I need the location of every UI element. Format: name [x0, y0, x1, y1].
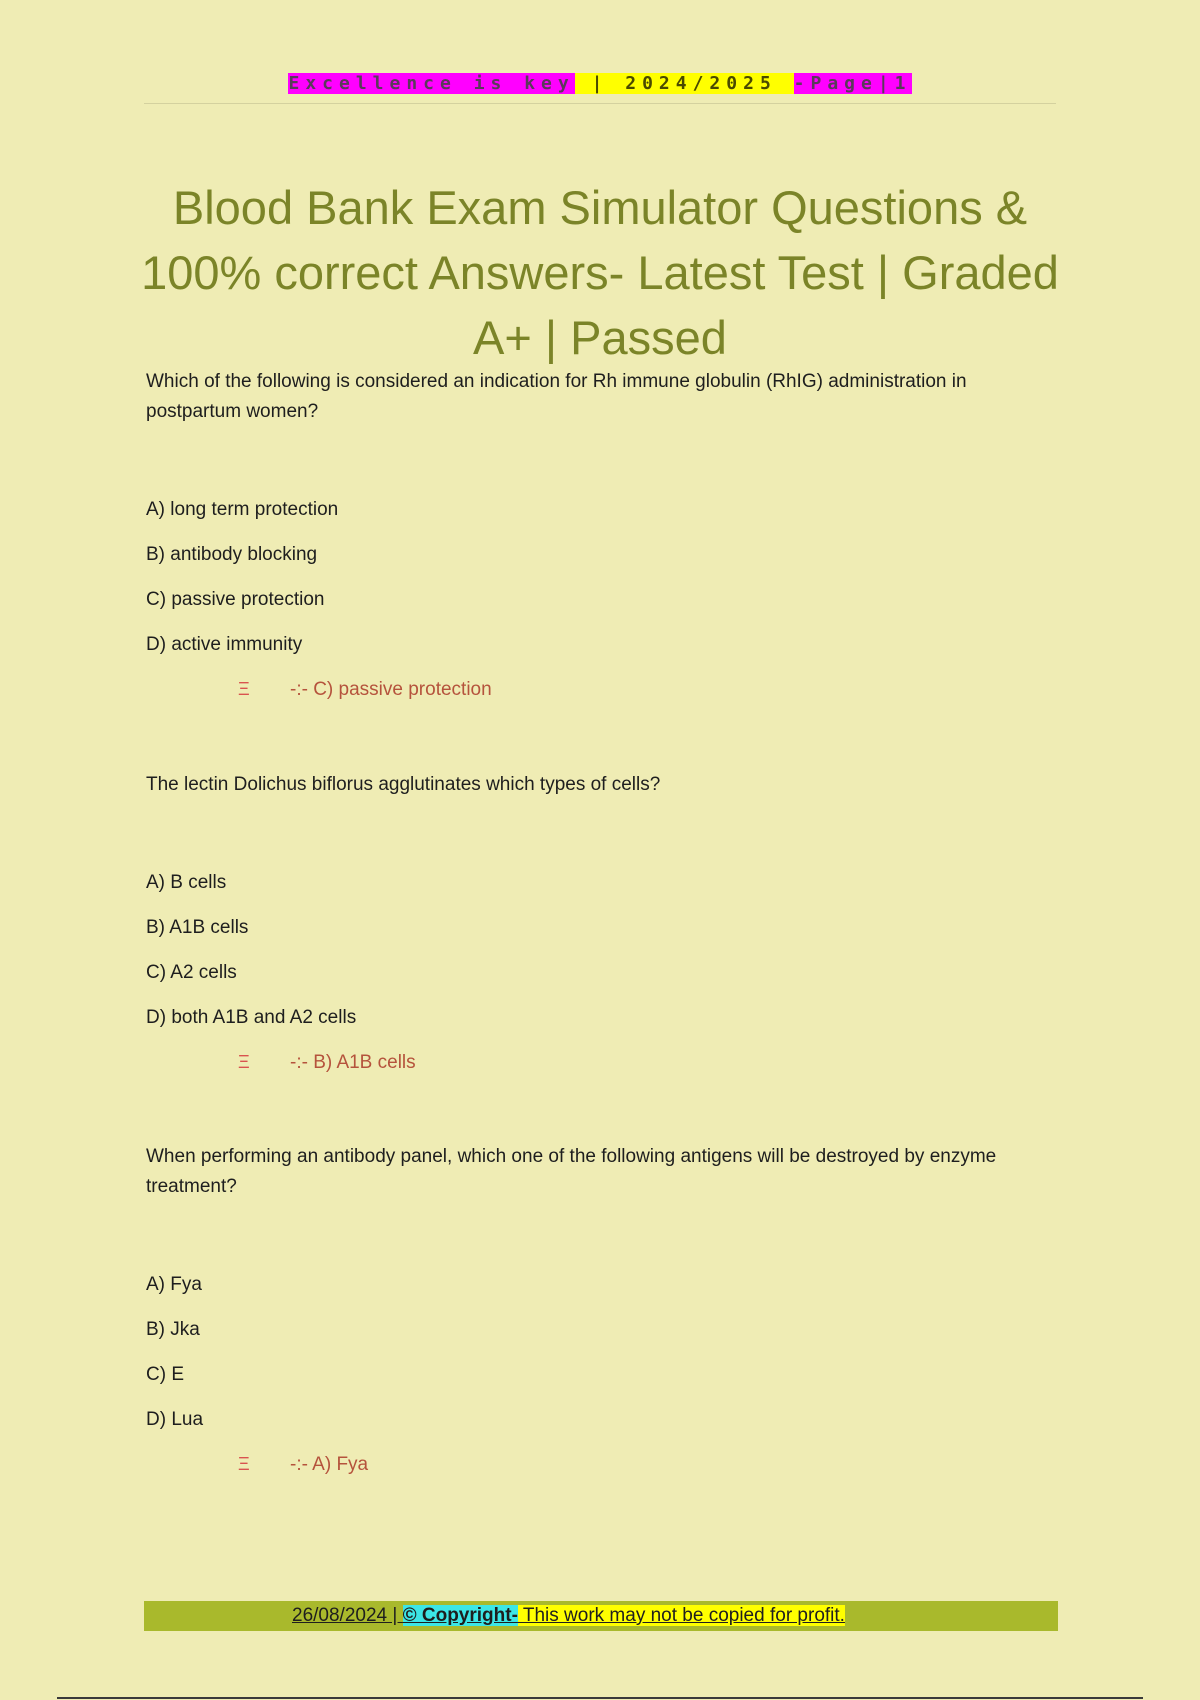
bottom-divider	[57, 1697, 1143, 1699]
choice-item: D) Lua	[146, 1409, 204, 1430]
answer-line	[146, 1040, 1056, 1085]
answer-text: -:- B) A1B cells	[290, 1052, 416, 1073]
question-block-3	[146, 1142, 1056, 1487]
page-footer	[292, 1601, 845, 1631]
choice-item: C) passive protection	[146, 589, 325, 610]
choice-list	[146, 487, 1056, 667]
answer-bullet-icon: Ξ	[238, 1052, 250, 1072]
choice-item: A) Fya	[146, 1274, 202, 1295]
header-page-number: 1	[894, 73, 912, 94]
document-title: Blood Bank Exam Simulator Questions & 100% correct Answers- Latest Test | Graded A+ | Passed	[141, 181, 1059, 364]
answer-text: -:- C) passive protection	[290, 679, 492, 700]
question-text: Which of the following is considered an indication for Rh immune globulin (RhIG) administration in postpartum women?	[146, 371, 967, 422]
choice-list	[146, 860, 1056, 1040]
choice-item: A) long term protection	[146, 499, 339, 520]
header-separator: | 2024/2025	[575, 73, 794, 94]
choice-item: D) active immunity	[146, 634, 303, 655]
question-text: When performing an antibody panel, which one of the following antigens will be destroyed by enzyme treatment?	[146, 1146, 997, 1197]
header-page-label: -Page|1	[793, 73, 912, 94]
answer-text: -:- A) Fya	[290, 1454, 369, 1475]
header-motto: Excellence is key	[288, 73, 575, 94]
choice-item: B) A1B cells	[146, 917, 249, 938]
question-text: The lectin Dolichus biflorus agglutinates which types of cells?	[146, 774, 661, 795]
answer-line	[146, 1442, 1056, 1487]
answer-line	[146, 667, 1056, 712]
answer-bullet-icon: Ξ	[238, 1454, 250, 1474]
footer-date: 26/08/2024 |	[292, 1605, 403, 1626]
choice-item: C) E	[146, 1364, 184, 1385]
header-divider	[144, 103, 1056, 104]
answer-bullet-icon: Ξ	[238, 679, 250, 699]
page-header	[0, 70, 1200, 98]
question-block-2	[146, 770, 1056, 1085]
choice-item: B) Jka	[146, 1319, 200, 1340]
choice-list	[146, 1262, 1056, 1442]
choice-item: D) both A1B and A2 cells	[146, 1007, 357, 1028]
footer-notice: This work may not be copied for profit.	[517, 1605, 845, 1626]
choice-item: A) B cells	[146, 872, 227, 893]
choice-item: B) antibody blocking	[146, 544, 318, 565]
footer-copyright: © Copyright-	[402, 1605, 518, 1626]
question-block-1	[146, 367, 1056, 712]
choice-item: C) A2 cells	[146, 962, 237, 983]
header-year: 2024/2025	[625, 73, 777, 94]
